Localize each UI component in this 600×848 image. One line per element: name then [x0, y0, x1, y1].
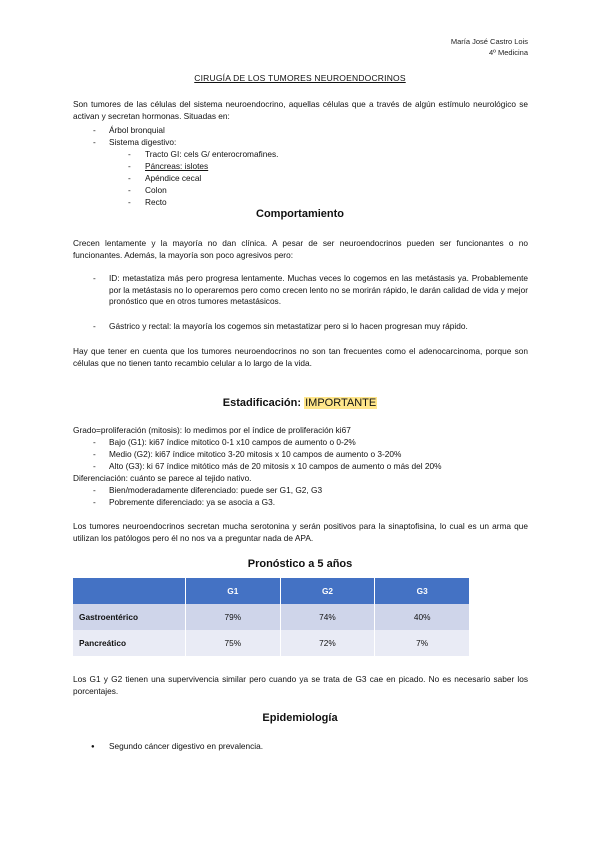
location-item: Sistema digestivo: [109, 137, 177, 147]
serotonina-paragraph: Los tumores neuroendocrinos secretan mucha serotonina y serán positivos para la sinaptofisina, lo cual es un arma que utilizan los patólogos pero él no nos va a preguntar nada de APA. [73, 521, 528, 543]
comportamiento-item: Gástrico y rectal: la mayoría los cogemos sin metastatizar pero si lo hacen progresan muy rápido. [109, 321, 468, 331]
section-heading-estadificacion [0, 397, 600, 409]
location-item: Árbol bronquial [109, 125, 165, 135]
row-label: Pancreático [73, 630, 186, 656]
table-cell: 7% [375, 630, 470, 656]
author-block [451, 36, 528, 58]
table-header-row [73, 578, 470, 604]
digestive-bullet: - [128, 149, 131, 159]
grade-bullet: - [93, 449, 96, 459]
intro-paragraph: Son tumores de las células del sistema neuroendocrino, aquellas células que a través de algún estímulo neurológico se activan y secretan hormonas. Situadas en: [73, 99, 528, 121]
grade-item: Bajo (G1): ki67 índice mitotico 0-1 x10 campos de aumento o 0-2% [109, 437, 356, 447]
grado-line: Grado=proliferación (mitosis): lo medimos por el índice de proliferación ki67 [73, 425, 351, 435]
grade-bullet: - [93, 437, 96, 447]
grade-item: Medio (G2): ki67 índice mitotico 3-20 mitosis x 10 campos de aumento o 3-20% [109, 449, 402, 459]
grade-bullet: - [93, 461, 96, 471]
table-cell: 79% [186, 604, 281, 630]
digestive-item: Apéndice cecal [145, 173, 202, 183]
author-course: 4º Medicina [488, 48, 528, 57]
comportamiento-note: Hay que tener en cuenta que los tumores neuroendocrinos no son tan frecuentes como el adenocarcinoma, porque son células que no tienen tanto recambio celular a lo largo de la vida. [73, 346, 528, 368]
section-heading-comportamiento: Comportamiento [256, 208, 344, 220]
digestive-item: Páncreas: islotes [145, 161, 209, 171]
prognosis-table [73, 578, 470, 656]
digestive-bullet: - [128, 197, 131, 207]
comportamiento-item: ID: metastatiza más pero progresa lentamente. Muchas veces lo cogemos en las metástasis ya. Probablemente por la metástasis no lo operaremos pero como crecen lento no se morirán rápido, le darán calidad de vida y mejor pronóstico que en otros tumores metastásicos. [109, 273, 528, 306]
diff-item: Bien/moderadamente diferenciado: puede ser G1, G2, G3 [109, 485, 323, 495]
important-highlight: IMPORTANTE [305, 397, 377, 409]
table-header-cell: G2 [280, 578, 375, 604]
document-title: CIRUGÍA DE LOS TUMORES NEUROENDOCRINOS [194, 73, 406, 83]
row-label: Gastroentérico [73, 604, 186, 630]
table-cell: 74% [280, 604, 375, 630]
grade-item: Alto (G3): ki 67 índice mitótico más de 20 mitosis x 10 campos de aumento o más del 20% [109, 461, 442, 471]
pronostico-note: Los G1 y G2 tienen una supervivencia similar pero cuando ya se trata de G3 cae en picado. No es necesario saber los porcentajes. [73, 674, 528, 696]
table-header-cell [73, 578, 186, 604]
comportamiento-paragraph: Crecen lentamente y la mayoría no dan clínica. A pesar de ser neuroendocrinos pueden ser funcionantes o no funcionantes. Además, la mayoría son poco agresivos pero: [73, 238, 528, 260]
table-row [73, 630, 470, 656]
digestive-bullet: - [128, 185, 131, 195]
diff-bullet: - [93, 485, 96, 495]
section-heading-epidemiologia: Epidemiología [262, 712, 338, 724]
diff-bullet: - [93, 497, 96, 507]
table-cell: 40% [375, 604, 470, 630]
comportamiento-bullet: - [93, 273, 96, 283]
location-bullet: - [93, 137, 96, 147]
diff-item: Pobremente diferenciado: ya se asocia a G3. [109, 497, 276, 507]
epidemiologia-item: Segundo cáncer digestivo en prevalencia. [109, 741, 264, 751]
table-row [73, 604, 470, 630]
estadificacion-title: Estadificación [222, 397, 298, 409]
section-heading-pronostico: Pronóstico a 5 años [247, 558, 353, 570]
table-header-cell: G3 [375, 578, 470, 604]
comportamiento-bullet: - [93, 321, 96, 331]
location-bullet: - [93, 125, 96, 135]
author-name: María José Castro Lois [450, 37, 528, 46]
estadificacion-separator: : [297, 397, 305, 409]
table-cell: 75% [186, 630, 281, 656]
digestive-item: Colon [145, 185, 167, 195]
digestive-item: Tracto GI: cels G/ enterocromafines. [145, 149, 279, 159]
table-cell: 72% [280, 630, 375, 656]
table-header-cell: G1 [186, 578, 281, 604]
diferenciacion-line: Diferenciación: cuánto se parece al tejido nativo. [73, 473, 252, 483]
epidemiologia-bullet: ● [91, 744, 95, 750]
digestive-bullet: - [128, 161, 131, 171]
digestive-bullet: - [128, 173, 131, 183]
digestive-item: Recto [145, 197, 167, 207]
